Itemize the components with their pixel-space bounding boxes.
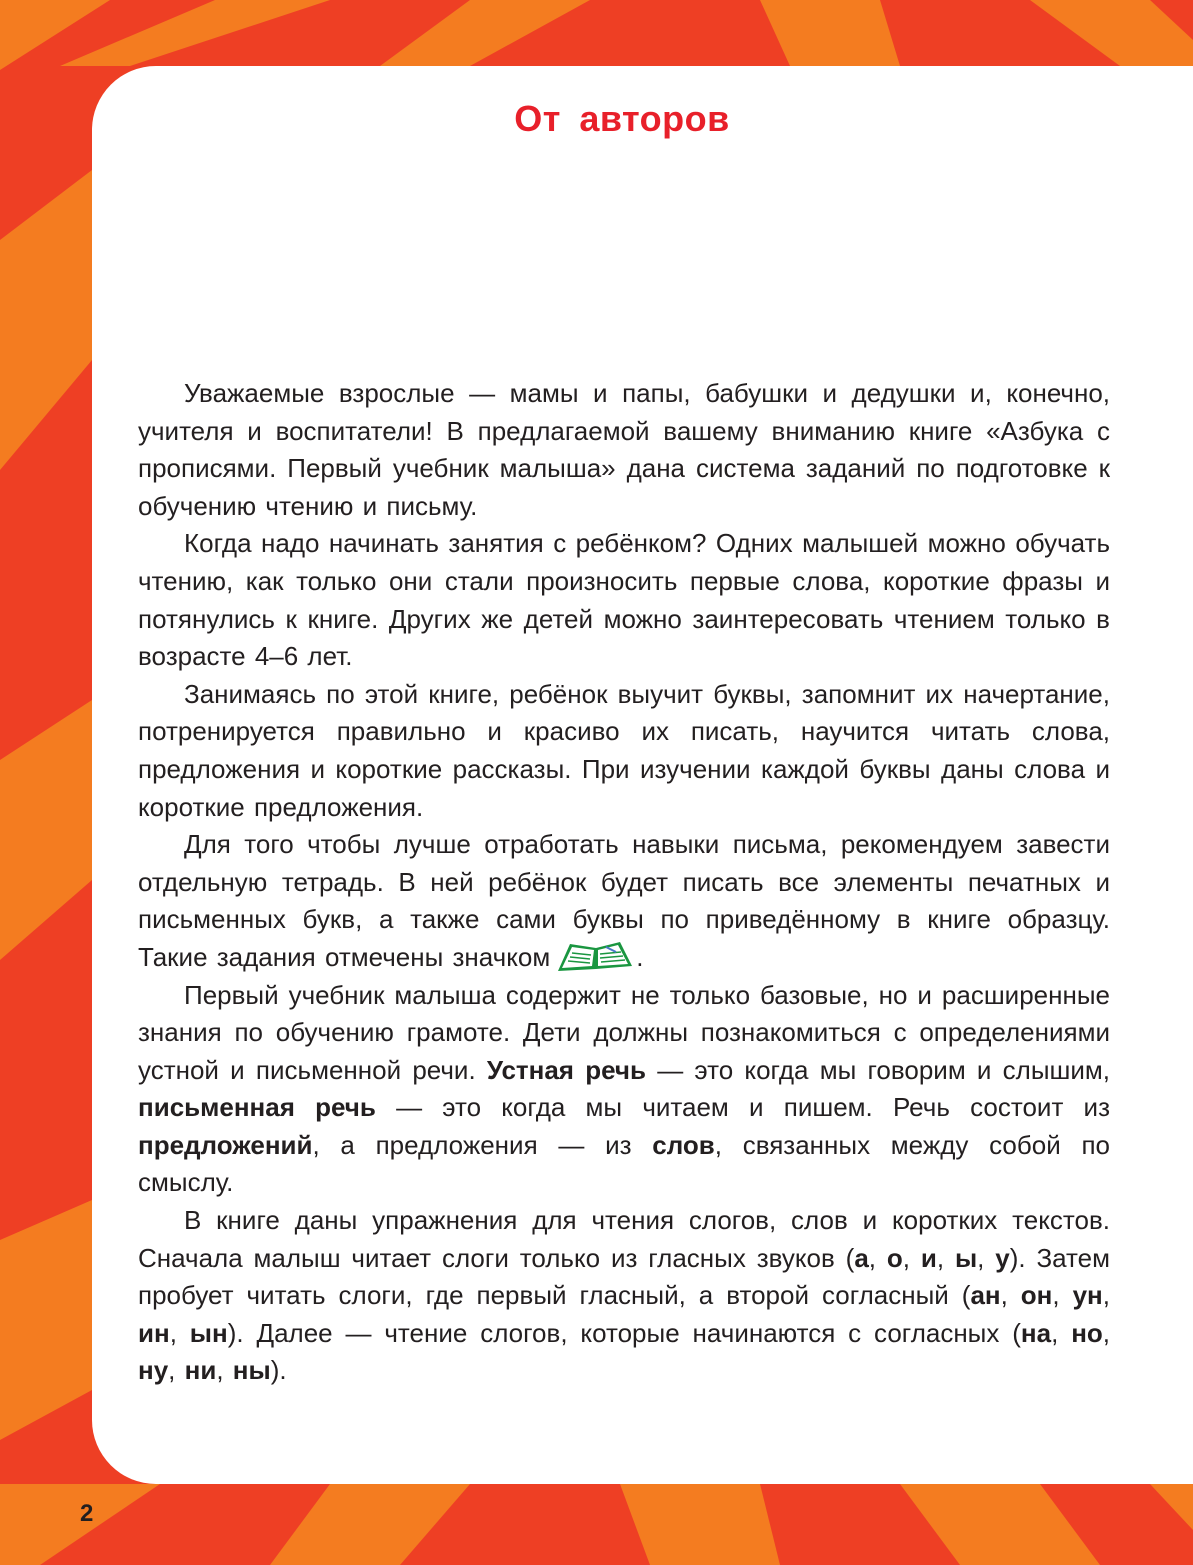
bold-syllable: но [1071, 1317, 1103, 1348]
bold-syllable: на [1020, 1317, 1052, 1348]
bold-term: слов [652, 1129, 715, 1160]
bold-syllable: у [995, 1242, 1010, 1273]
bold-syllable: ны [232, 1355, 271, 1386]
paragraph-text: , связанных между собой по смыслу. [138, 1129, 1110, 1198]
paragraph-text: — это когда мы читаем и пишем. Речь состоит из [375, 1092, 1111, 1123]
paragraph-text: Занимаясь по этой книге, ребёнок выучит буквы, запомнит их начертание, потренируется правильно и красиво их писать, научится читать слова, предложения и короткие рассказы. При изучении каждой буквы даны слова и короткие предложения. [138, 678, 1110, 822]
paragraph-4 [138, 826, 1110, 976]
article-body [138, 375, 1110, 1390]
bold-term: письменная речь [138, 1092, 376, 1123]
bold-term: Устная речь [486, 1054, 646, 1085]
bold-syllable: ин [138, 1317, 170, 1348]
paragraph-text: Первый учебник малыша содержит не только базовые, но и расширенные знания по обучению грамоте. Дети должны познакомиться с определениями устной и письменной речи. [138, 979, 1110, 1085]
bold-syllable: ы [954, 1242, 978, 1273]
page-title: От авторов [514, 98, 730, 139]
bold-syllable: о [886, 1242, 903, 1273]
paragraph-6: В книге даны упражнения для чтения слогов, слов и коротких текстов. Сначала малыш читает слоги только из гласных звуков (а, о, и, ы, у). Затем пробует читать слоги, где первый гласный, а второй согласный (ан, он, ун, ин, ын). Далее — чтение слогов, которые начинаются с согласных (на, но, ну, ни, ны). [138, 1205, 1111, 1386]
paragraph-1 [138, 375, 1110, 525]
open-book-icon [556, 940, 634, 972]
bold-syllable: ну [138, 1355, 169, 1386]
paragraph-text: — это когда мы говорим и слышим, [645, 1054, 1110, 1085]
paragraph-text: , а предложения — из [312, 1129, 653, 1160]
bold-syllable: ун [1072, 1280, 1103, 1311]
paragraph-text: . [636, 941, 644, 972]
paragraph-3 [138, 676, 1110, 826]
bold-syllable: а [854, 1242, 869, 1273]
paragraph-2 [138, 525, 1110, 675]
paragraph-text: ). [270, 1355, 287, 1386]
bold-syllable: ни [184, 1355, 217, 1386]
bold-term: предложений [138, 1129, 313, 1160]
page-number: 2 [80, 1500, 94, 1527]
paragraph-5 [138, 977, 1110, 1203]
paragraph-text: Уважаемые взрослые — мамы и папы, бабушки и дедушки и, конечно, учителя и воспитатели! В предлагаемой вашему вниманию книге «Азбука с прописями. Первый учебник малыша» дана система заданий по подготовке к обучению чтению и письму. [138, 378, 1110, 521]
bold-syllable: ын [189, 1317, 228, 1348]
bold-syllable: ан [970, 1280, 1001, 1311]
paragraph-text: Для того чтобы лучше отработать навыки письма, рекомендуем завести отдельную тетрадь. В ней ребёнок будет писать все элементы печатных и письменных букв, а также сами буквы по приведённому в книге образцу. Такие задания отмечены значком [138, 829, 1110, 972]
bold-syllable: он [1020, 1280, 1053, 1311]
bold-syllable: и [920, 1242, 937, 1273]
paragraph-text: В книге даны упражнения для чтения слогов, слов и коротких текстов. Сначала малыш читает слоги только из гласных звуков ( [138, 1205, 1110, 1273]
paragraph-text: ). Затем пробует читать слоги, где первый гласный, а второй согласный ( [138, 1242, 1111, 1311]
paragraph-text: Когда надо начинать занятия с ребёнком? Одних малышей можно обучать чтению, как только они стали произносить первые слова, короткие фразы и потянулись к книге. Других же детей можно заинтересовать чтением только в возрасте 4–6 лет. [138, 528, 1110, 672]
paragraph-text: ). Далее — чтение слогов, которые начинаются с согласных ( [227, 1317, 1021, 1348]
